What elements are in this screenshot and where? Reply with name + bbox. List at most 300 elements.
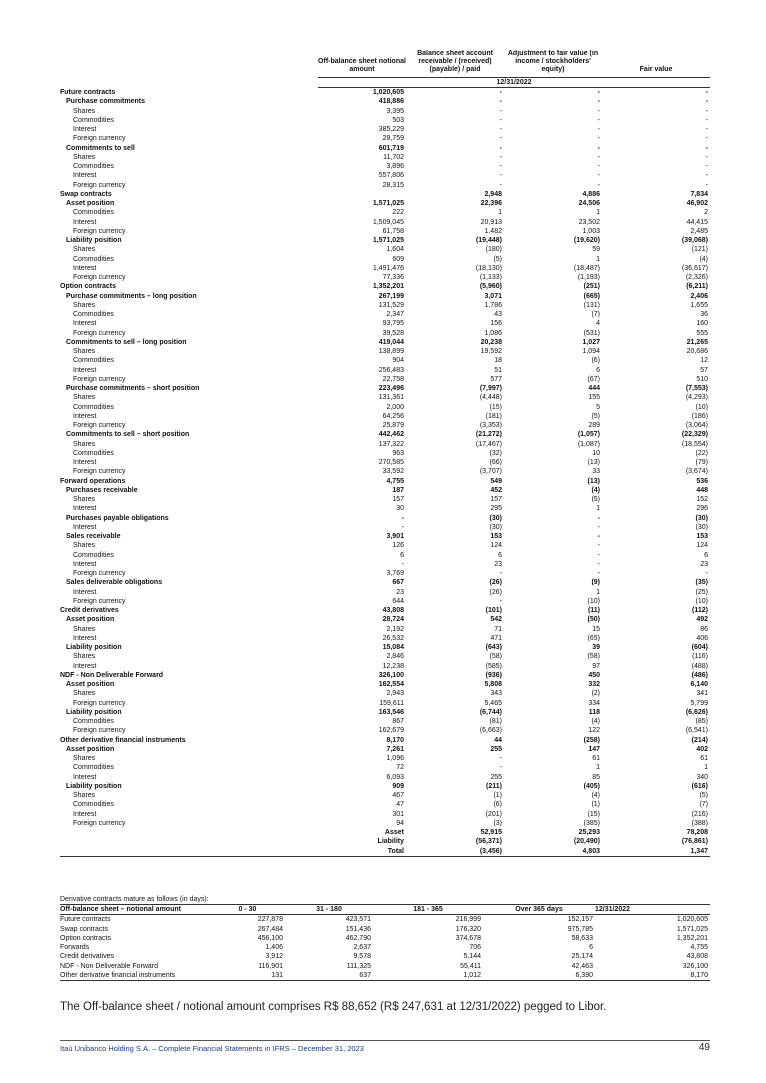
row-label: Interest [73,523,97,531]
row-value: 2,192 [386,625,404,633]
row-value: 667 [392,579,404,587]
maturity-col-header: 0 - 30 [210,905,285,915]
maturity-value: 1,012 [373,971,483,981]
table-row [60,384,710,393]
row-label: Foreign currency [73,375,126,383]
row-value: (10) [695,403,708,411]
row-label: Commodities [73,764,114,772]
maturity-row [60,962,710,971]
row-value: (15) [489,403,502,411]
row-value: 5,808 [484,681,502,688]
row-value: - [597,514,600,522]
row-value: - [499,764,502,772]
row-value: - [597,542,600,550]
row-value: 163,546 [378,708,404,716]
row-label: Foreign currency [73,570,126,577]
row-label: Foreign currency [73,699,126,707]
maturity-row-label: Credit derivatives [60,953,115,961]
row-value: - [499,570,502,577]
row-value: 1,509,045 [372,218,404,226]
row-value: 86 [700,625,708,633]
row-value: 18 [494,357,502,365]
row-value: (1) [493,792,502,799]
row-value: 609 [392,255,404,263]
table-body [60,88,710,857]
table-row [60,319,710,328]
row-value: 340 [696,773,708,781]
row-value: 3,769 [386,570,404,577]
row-value: 71 [494,625,502,633]
row-value: 1,655 [690,301,708,309]
row-value: (30) [489,514,502,522]
table-row [60,393,710,402]
row-value: 118 [588,708,600,716]
row-value: - [499,144,502,152]
row-value: (643) [485,644,502,651]
row-value: 124 [490,542,502,550]
table-row [60,819,710,828]
row-value: - [401,560,404,568]
row-value: - [597,144,600,152]
row-value: 155 [588,394,600,402]
row-value: - [597,533,600,540]
table-row [60,810,710,819]
row-value: (58) [587,653,600,661]
row-value: 1 [596,505,600,513]
row-value: 542 [490,616,502,624]
table-row [60,541,710,550]
maturity-col-header: 181 - 365 [373,905,483,915]
row-label: Commodities [73,116,114,124]
table-row [60,310,710,319]
row-value: 419,044 [378,338,404,346]
table-row [60,717,710,726]
row-value: 3,896 [386,163,404,170]
row-value: - [597,116,600,124]
row-value: (18,554) [681,440,708,448]
row-value: 159,611 [379,699,404,707]
table-row [60,477,710,486]
row-label: Shares [73,153,96,161]
maturity-row [60,934,710,943]
table-row [60,689,710,698]
row-value: 1,482 [484,227,502,235]
row-value: 137,322 [378,440,404,448]
maturity-row [60,915,710,925]
row-value: 28,315 [382,181,404,189]
row-label: Interest [73,264,97,272]
table-row [60,421,710,430]
total-row [60,828,710,837]
maturity-row [60,925,710,934]
row-value: 187 [392,486,404,494]
row-value: (665) [583,292,600,300]
row-label: Purchase commitments – long position [66,292,197,300]
row-label: Interest [73,810,97,818]
row-value: 162,679 [378,727,404,735]
row-value: (7) [591,311,600,318]
row-label: Shares [73,394,96,402]
table-row [60,754,710,763]
row-value: 23 [396,588,404,596]
row-label: Credit derivatives [60,607,119,614]
row-label: Commitments to sell [66,144,135,152]
row-value: - [499,126,502,133]
row-label: Shares [73,107,96,115]
maturity-value: 374,678 [455,934,481,942]
row-value: 7,261 [386,745,404,753]
row-value: 47 [396,801,404,809]
row-value: 21,265 [686,338,708,346]
row-value: - [597,126,600,133]
col-header-adjustment: Adjustment to fair value (in income / stockholders' equity) [507,50,599,73]
row-label: Interest [73,773,97,781]
table-row [60,625,710,634]
maturity-value: 176,320 [455,925,481,933]
row-value: (531) [583,329,600,337]
table-row [60,412,710,421]
row-value: 341 [696,690,708,698]
row-value: (85) [695,718,708,725]
row-value: 94 [396,819,404,827]
table-row [60,782,710,791]
table-row [60,292,710,301]
row-value: 23 [494,560,502,568]
row-value: (6) [591,357,600,365]
row-label: Liability position [66,782,122,790]
total-label: Total [318,847,406,857]
table-row [60,495,710,504]
row-value: 8,170 [386,736,404,744]
total-row [60,837,710,846]
table-row [60,634,710,643]
row-value: 152 [696,496,708,503]
table-row [60,218,710,227]
maturity-value: 1,020,605 [676,916,708,924]
row-value: - [705,570,708,577]
total-value: 52,915 [480,829,502,836]
row-label: Sales deliverable obligations [66,579,163,587]
table-row [60,144,710,153]
table-row [60,107,710,116]
row-value: 124 [696,542,708,550]
table-row [60,523,710,532]
row-value: (1,087) [577,440,600,448]
row-value: (3,707) [479,468,502,476]
row-value: - [499,755,502,762]
maturity-table [60,904,710,981]
row-label: Commodities [73,311,114,318]
row-label: Forward operations [60,477,126,485]
col-header-notional: Off-balance sheet notional amount [318,58,406,73]
maturity-value: 58,633 [571,934,593,942]
maturity-value: 3,912 [265,953,283,961]
maturity-value: 6,390 [483,971,595,981]
row-value: (30) [489,523,502,531]
row-label: Foreign currency [73,468,126,476]
table-row [60,588,710,597]
row-value: (585) [485,662,502,670]
table-row [60,375,710,384]
maturity-value: 1,352,201 [676,934,708,942]
row-value: - [705,172,708,180]
row-value: (385) [583,819,600,827]
row-value: (5,960) [479,283,502,291]
row-value: (214) [691,736,708,744]
row-value: 2,347 [386,311,404,318]
col-header-balance: Balance sheet account receivable / (received) (payable) / paid [417,50,493,73]
row-label: Commodities [73,163,114,170]
row-value: 29,759 [382,135,404,143]
row-label: Asset position [66,616,115,624]
row-value: 97 [592,662,600,670]
row-value: - [597,523,600,531]
maturity-col-header: 12/31/2022 [595,905,710,915]
row-value: 6 [704,551,708,559]
maturity-value: 25,174 [571,953,593,961]
row-label: Interest [73,172,97,180]
table-row [60,440,710,449]
row-value: - [597,107,600,115]
row-label: Shares [73,653,96,661]
total-value: (56,371) [475,838,502,846]
row-value: (7,553) [685,385,708,392]
maturity-value: 1,571,025 [676,925,708,933]
row-value: 23 [700,560,708,568]
row-value: (58) [489,653,502,661]
maturity-value: 423,571 [345,916,371,924]
row-value: (3,064) [685,422,708,429]
total-value: 78,208 [686,829,708,836]
row-value: (32) [489,449,502,457]
maturity-body [60,915,710,981]
row-label: Foreign currency [73,422,126,429]
row-value: (1,193) [577,274,600,281]
row-value: - [499,107,502,115]
total-label: Asset [384,829,404,836]
maturity-caption: Derivative contracts mature as follows (in days): [60,896,209,903]
row-label: Interest [73,366,97,374]
row-value: 51 [494,366,502,374]
table-row [60,245,710,254]
row-value: 1 [596,588,600,596]
row-value: 1,571,025 [372,200,404,207]
date-header-row [60,78,710,88]
row-label: Shares [73,542,96,550]
row-value: 3,395 [386,107,404,115]
row-value: (3,674) [685,468,708,476]
row-value: 1,571,025 [372,237,404,244]
row-label: NDF - Non Deliverable Forward [60,671,164,679]
row-label: Liability position [66,644,122,651]
row-value: 126 [392,542,404,550]
row-value: (65) [587,634,600,642]
table-row [60,227,710,236]
row-label: Interest [73,560,97,568]
row-value: 326,100 [378,671,404,679]
maturity-value: 111,325 [346,962,371,970]
table-row [60,162,710,171]
row-value: (4) [591,718,600,725]
row-value: 4 [596,320,600,328]
row-value: - [499,172,502,180]
row-value: (5) [591,496,600,503]
row-value: (30) [695,523,708,531]
row-value: (258) [583,736,600,744]
row-value: (66) [489,459,502,466]
row-label: Option contracts [60,283,117,291]
row-value: 147 [588,745,600,753]
row-value: 1 [704,764,708,772]
row-label: Purchases payable obligations [66,514,169,522]
row-value: 255 [490,773,502,781]
table-row [60,773,710,782]
table-row [60,699,710,708]
row-value: 5,799 [690,699,708,707]
row-label: Foreign currency [73,274,126,281]
row-value: (22) [695,449,708,457]
total-value: 1,347 [602,847,710,857]
row-label: Shares [73,755,96,762]
row-value: 963 [392,449,404,457]
row-label: Shares [73,496,96,503]
row-value: 255 [490,745,502,753]
row-value: 549 [490,477,502,485]
row-value: (1,057) [577,431,600,439]
row-value: (101) [485,607,502,614]
row-value: 15 [592,625,600,633]
row-value: 30 [396,505,404,513]
row-value: 39 [592,644,600,651]
row-value: 2 [704,209,708,217]
table-row [60,708,710,717]
row-label: Future contracts [60,88,116,96]
row-value: 1 [498,209,502,217]
maturity-value: 706 [469,944,481,952]
row-value: (22,329) [681,431,708,439]
row-value: (18,487) [573,264,600,272]
table-row [60,671,710,680]
row-value: - [499,181,502,189]
row-value: (251) [583,283,600,291]
table-row [60,514,710,523]
row-label: Commitments to sell – long position [66,338,187,346]
row-value: - [401,514,404,522]
row-value: 61 [592,755,600,762]
table-row [60,569,710,578]
row-value: 471 [490,634,502,642]
row-label: Liability position [66,708,122,716]
table-row [60,449,710,458]
row-value: 1,491,476 [372,264,404,272]
table-row [60,597,710,606]
maturity-value: 5,144 [463,953,481,961]
row-value: (3) [493,819,502,827]
row-label: Foreign currency [73,819,126,827]
row-value: (1) [591,801,600,809]
row-value: (18,130) [475,264,502,272]
row-value: (4) [591,486,600,494]
row-value: (201) [485,810,502,818]
row-label: Interest [73,634,97,642]
table-row [60,652,710,661]
col-header-fair-value: Fair value [639,66,673,73]
maturity-col-header: Off-balance sheet – notional amount [60,905,210,915]
row-value: - [597,551,600,559]
row-value: 2,943 [386,690,404,698]
row-value: 406 [696,634,708,642]
row-value: (19,448) [475,237,502,244]
row-value: 223,496 [378,385,404,392]
row-value: (5) [591,412,600,420]
table-row [60,282,710,291]
row-value: 450 [588,671,600,679]
row-value: - [597,560,600,568]
table-row [60,190,710,199]
table-row [60,430,710,439]
row-label: Foreign currency [73,329,126,337]
row-value: (50) [587,616,600,624]
row-value: (6) [493,801,502,809]
table-row [60,403,710,412]
row-value: 24,506 [578,200,600,207]
row-value: (2,326) [685,274,708,281]
row-value: - [705,116,708,124]
row-value: 510 [696,375,708,383]
row-value: 4,886 [582,190,600,198]
row-value: (7,997) [479,385,502,392]
row-value: (488) [691,662,708,670]
row-value: (4,293) [685,394,708,402]
row-label: Shares [73,440,96,448]
row-value: 343 [490,690,502,698]
total-value: 25,293 [578,829,600,836]
row-label: Purchases receivable [66,486,138,494]
maturity-value: 151,436 [345,925,371,933]
row-value: (936) [485,671,502,679]
row-value: 138,899 [378,348,404,355]
row-value: 536 [696,477,708,485]
row-value: 156 [490,320,502,328]
row-value: 43,808 [382,607,404,614]
row-value: 28,724 [382,616,404,624]
row-value: (6,744) [479,708,502,716]
row-value: 61,758 [382,227,404,235]
table-row [60,366,710,375]
maturity-row [60,952,710,961]
row-label: Commodities [73,403,114,411]
row-value: - [499,116,502,124]
row-value: 2,406 [690,292,708,300]
row-value: 1 [596,764,600,772]
row-value: (17,467) [475,440,502,448]
row-value: (216) [691,810,708,818]
row-value: - [705,126,708,133]
row-value: 157 [392,496,404,503]
row-value: 1,020,605 [372,89,404,96]
row-value: 46,902 [686,200,708,207]
row-label: Interest [73,588,97,596]
row-value: 26,532 [382,634,404,642]
table-row [60,329,710,338]
row-value: 1,352,201 [372,283,404,291]
table-row [60,171,710,180]
table-row [60,606,710,615]
row-value: (604) [691,644,708,651]
row-value: 162,554 [378,681,404,688]
row-value [318,190,406,199]
row-label: Asset position [66,745,115,753]
